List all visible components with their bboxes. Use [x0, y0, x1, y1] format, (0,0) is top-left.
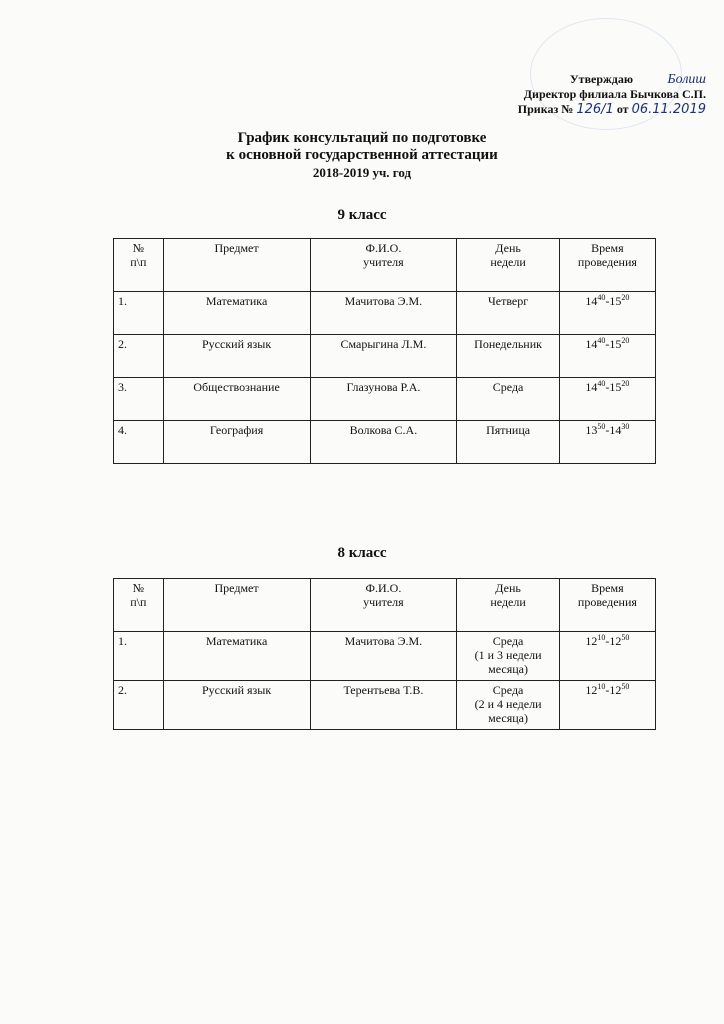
row-num: 4.	[114, 421, 164, 464]
order-label: Приказ №	[517, 102, 574, 116]
row-subject: Обществознание	[163, 378, 310, 421]
academic-year: 2018-2019 уч. год	[312, 165, 412, 180]
table-row	[114, 632, 656, 681]
approve-line	[446, 72, 706, 87]
grade8-table	[113, 578, 656, 730]
header-num: № п\п	[114, 239, 164, 292]
table-row	[114, 421, 656, 464]
director-signature: Болиш	[667, 72, 706, 87]
row-teacher: Волкова С.А.	[310, 421, 457, 464]
order-date: 06.11.2019	[631, 102, 706, 117]
table-row	[114, 681, 656, 730]
row-teacher: Мачитова Э.М.	[310, 292, 457, 335]
approve-label: Утверждаю	[569, 72, 633, 86]
order-number: 126/1	[576, 102, 614, 117]
table-header-row	[114, 579, 656, 632]
grade9-heading: 9 класс	[337, 207, 387, 223]
row-day: Четверг	[457, 292, 559, 335]
row-teacher: Смарыгина Л.М.	[310, 335, 457, 378]
director-position: Директор филиала	[523, 87, 627, 101]
row-num: 1.	[114, 632, 164, 681]
header-teacher: Ф.И.О. учителя	[310, 239, 457, 292]
table-row	[114, 335, 656, 378]
grade8-heading: 8 класс	[337, 545, 387, 561]
row-subject: Математика	[163, 292, 310, 335]
row-day: Среда (2 и 4 недели месяца)	[457, 681, 559, 730]
header-time: Время проведения	[559, 579, 655, 632]
header-subject: Предмет	[163, 579, 310, 632]
director-line	[446, 87, 706, 102]
row-time: $14^{40}-15^{20}$	[559, 335, 655, 378]
header-teacher: Ф.И.О. учителя	[310, 579, 457, 632]
row-day: Среда (1 и 3 недели месяца)	[457, 632, 559, 681]
header-time: Время проведения	[559, 239, 655, 292]
row-day: Понедельник	[457, 335, 559, 378]
row-num: 1.	[114, 292, 164, 335]
order-line	[446, 102, 706, 117]
row-num: 3.	[114, 378, 164, 421]
order-from: от	[616, 102, 629, 116]
table-header-row	[114, 239, 656, 292]
table-row	[114, 292, 656, 335]
row-teacher: Терентьева Т.В.	[310, 681, 457, 730]
header-num: № п\п	[114, 579, 164, 632]
row-subject: Русский язык	[163, 681, 310, 730]
row-day: Пятница	[457, 421, 559, 464]
approval-block	[446, 72, 706, 117]
header-day: День недели	[457, 239, 559, 292]
row-teacher: Глазунова Р.А.	[310, 378, 457, 421]
row-teacher: Мачитова Э.М.	[310, 632, 457, 681]
row-time: $13^{50}-14^{30}$	[559, 421, 655, 464]
grade9-table	[113, 238, 656, 464]
director-name: Бычкова С.П.	[629, 87, 706, 101]
row-subject: Математика	[163, 632, 310, 681]
row-time: $14^{40}-15^{20}$	[559, 292, 655, 335]
title-line-2: к основной государственной аттестации	[226, 147, 498, 163]
row-subject: Русский язык	[163, 335, 310, 378]
header-day: День недели	[457, 579, 559, 632]
title-line-1: График консультаций по подготовке	[237, 130, 487, 146]
row-day: Среда	[457, 378, 559, 421]
header-subject: Предмет	[163, 239, 310, 292]
document-title	[0, 130, 724, 181]
row-time: $12^{10}-12^{50}$	[559, 681, 655, 730]
row-time: $12^{10}-12^{50}$	[559, 632, 655, 681]
table-row	[114, 378, 656, 421]
row-time: $14^{40}-15^{20}$	[559, 378, 655, 421]
row-num: 2.	[114, 681, 164, 730]
row-subject: География	[163, 421, 310, 464]
row-num: 2.	[114, 335, 164, 378]
